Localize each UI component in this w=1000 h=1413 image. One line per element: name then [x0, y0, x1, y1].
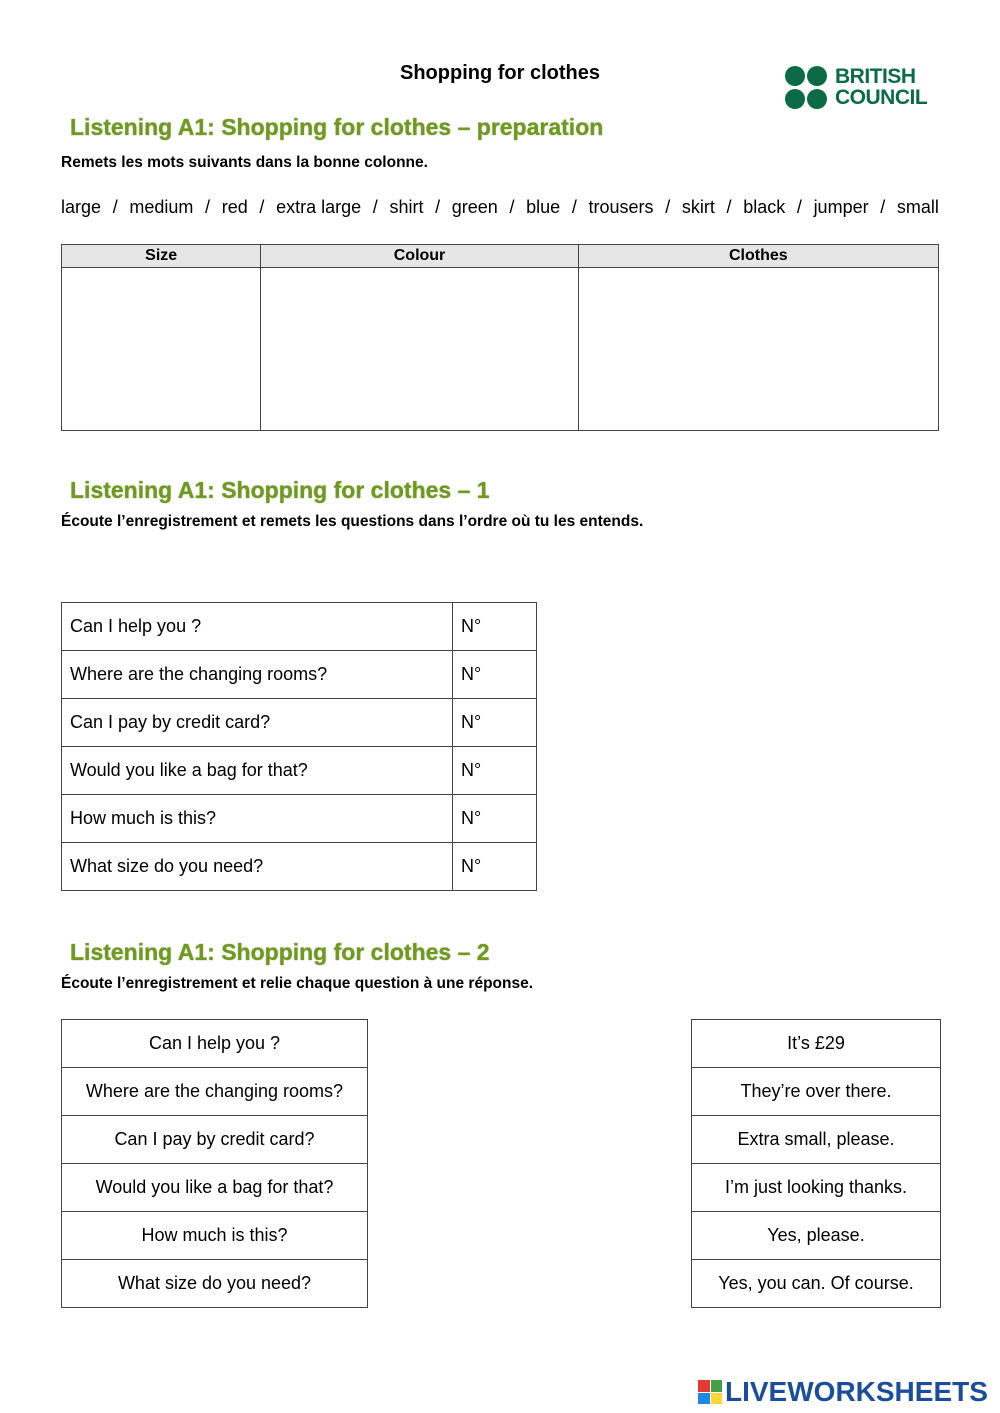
match-question[interactable]: How much is this? [62, 1212, 368, 1260]
word: red [221, 197, 248, 217]
section-heading-1: Listening A1: Shopping for clothes – 1 [70, 477, 490, 503]
match-answer[interactable]: I’m just looking thanks. [692, 1164, 941, 1212]
match-question[interactable]: Where are the changing rooms? [62, 1068, 368, 1116]
british-council-logo [785, 66, 945, 112]
word: extra large [276, 197, 362, 217]
word: trousers [588, 197, 654, 217]
match-answer[interactable]: They’re over there. [692, 1068, 941, 1116]
size-answer-cell[interactable] [62, 268, 261, 431]
match-answer[interactable]: It’s £29 [692, 1020, 941, 1068]
clothes-answer-cell[interactable] [578, 268, 938, 431]
column-header-size: Size [62, 245, 261, 268]
questions-match-table [61, 1019, 368, 1308]
liveworksheets-logo-icon [698, 1380, 722, 1404]
watermark-text: LIVEWORKSHEETS [725, 1376, 988, 1407]
table-row [62, 795, 537, 843]
question-text: Where are the changing rooms? [62, 651, 453, 699]
column-header-colour: Colour [261, 245, 578, 268]
column-header-clothes: Clothes [578, 245, 938, 268]
sorting-table [61, 244, 939, 431]
order-number-field[interactable]: N° [453, 843, 537, 891]
match-answer[interactable]: Yes, you can. Of course. [692, 1260, 941, 1308]
match-question[interactable]: Would you like a bag for that? [62, 1164, 368, 1212]
instruction-2: Écoute l’enregistrement et relie chaque question à une réponse. [61, 975, 534, 992]
colour-answer-cell[interactable] [261, 268, 578, 431]
order-number-field[interactable]: N° [453, 699, 537, 747]
logo-dots-icon [785, 66, 831, 112]
section-heading-preparation: Listening A1: Shopping for clothes – preparation [70, 114, 604, 140]
table-row [62, 843, 537, 891]
order-number-field[interactable]: N° [453, 603, 537, 651]
word: blue [526, 197, 561, 217]
match-question[interactable]: Can I help you ? [62, 1020, 368, 1068]
question-order-table [61, 602, 537, 891]
instruction-1: Écoute l’enregistrement et remets les questions dans l’ordre où tu les entends. [61, 513, 644, 530]
liveworksheets-watermark [698, 1377, 988, 1407]
table-row [62, 747, 537, 795]
match-question[interactable]: What size do you need? [62, 1260, 368, 1308]
match-question[interactable]: Can I pay by credit card? [62, 1116, 368, 1164]
logo-text: BRITISH COUNCIL [835, 65, 928, 109]
table-row [62, 651, 537, 699]
word: skirt [681, 197, 715, 217]
instruction-preparation: Remets les mots suivants dans la bonne colonne. [61, 154, 428, 171]
answers-match-table [691, 1019, 941, 1308]
page-title: Shopping for clothes [400, 62, 600, 84]
order-number-field[interactable]: N° [453, 651, 537, 699]
match-answer[interactable]: Extra small, please. [692, 1116, 941, 1164]
section-heading-2: Listening A1: Shopping for clothes – 2 [70, 939, 490, 965]
word: jumper [813, 197, 869, 217]
question-text: What size do you need? [62, 843, 453, 891]
question-text: Can I help you ? [62, 603, 453, 651]
order-number-field[interactable]: N° [453, 747, 537, 795]
match-answer[interactable]: Yes, please. [692, 1212, 941, 1260]
word: shirt [389, 197, 424, 217]
question-text: How much is this? [62, 795, 453, 843]
word: green [451, 197, 498, 217]
word: large [61, 197, 102, 217]
table-row [62, 699, 537, 747]
word: small [896, 197, 939, 217]
table-row [62, 603, 537, 651]
order-number-field[interactable]: N° [453, 795, 537, 843]
word-bank: large / medium / red / extra large / shirt / green / blue / trousers / skirt / black / jumper / small [61, 197, 939, 217]
word: medium [129, 197, 194, 217]
word: black [743, 197, 786, 217]
question-text: Would you like a bag for that? [62, 747, 453, 795]
question-text: Can I pay by credit card? [62, 699, 453, 747]
